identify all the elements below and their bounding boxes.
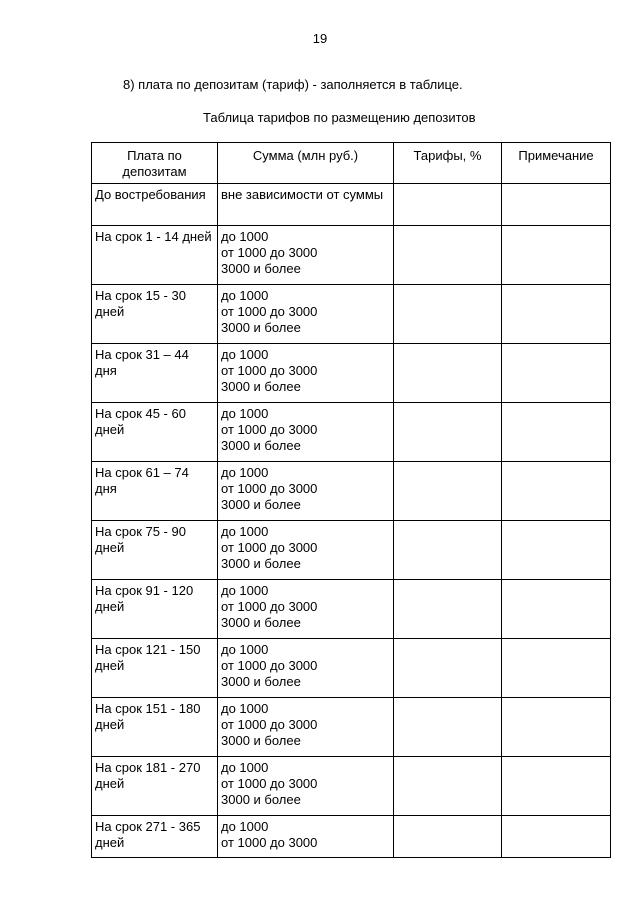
table-row — [92, 816, 611, 858]
amount-range: до 1000 — [221, 760, 269, 775]
table-title: Таблица тарифов по размещению депозитов — [203, 110, 476, 125]
amount-range: 3000 и более — [221, 733, 301, 748]
column-header-rate: Тарифы, % — [394, 143, 502, 184]
amount-range: до 1000 — [221, 465, 269, 480]
rate-cell — [394, 462, 502, 521]
table-row — [92, 285, 611, 344]
amount-cell — [218, 639, 394, 698]
amount-cell — [218, 521, 394, 580]
deposit-term-cell: На срок 45 - 60 дней — [92, 403, 218, 462]
column-header-amount: Сумма (млн руб.) — [218, 143, 394, 184]
amount-range: вне зависимости от суммы — [221, 187, 384, 202]
note-cell — [502, 344, 611, 403]
amount-range: от 1000 до 3000 — [221, 540, 318, 555]
amount-range: до 1000 — [221, 642, 269, 657]
deposit-term-cell: На срок 151 - 180 дней — [92, 698, 218, 757]
amount-range: 3000 и более — [221, 792, 301, 807]
deposit-term-cell: На срок 1 - 14 дней — [92, 226, 218, 285]
page-number: 19 — [312, 31, 328, 46]
amount-range: до 1000 — [221, 288, 269, 303]
rate-cell — [394, 285, 502, 344]
table-row — [92, 462, 611, 521]
table-row — [92, 403, 611, 462]
rate-cell — [394, 403, 502, 462]
amount-range: от 1000 до 3000 — [221, 835, 318, 850]
amount-cell — [218, 698, 394, 757]
amount-cell — [218, 816, 394, 858]
note-cell — [502, 757, 611, 816]
deposit-term-cell: На срок 271 - 365 дней — [92, 816, 218, 858]
amount-range: 3000 и более — [221, 438, 301, 453]
deposit-term-cell: На срок 75 - 90 дней — [92, 521, 218, 580]
amount-range: до 1000 — [221, 583, 269, 598]
note-cell — [502, 403, 611, 462]
amount-range: до 1000 — [221, 406, 269, 421]
amount-cell — [218, 344, 394, 403]
deposit-term-cell: На срок 91 - 120 дней — [92, 580, 218, 639]
rate-cell — [394, 344, 502, 403]
tariff-table — [91, 142, 611, 858]
note-cell — [502, 226, 611, 285]
amount-cell — [218, 403, 394, 462]
amount-range: до 1000 — [221, 229, 269, 244]
amount-range: 3000 и более — [221, 674, 301, 689]
amount-range: от 1000 до 3000 — [221, 717, 318, 732]
amount-cell — [218, 285, 394, 344]
table-row — [92, 757, 611, 816]
amount-cell — [218, 580, 394, 639]
table-row — [92, 698, 611, 757]
table-row — [92, 184, 611, 226]
amount-range: 3000 и более — [221, 497, 301, 512]
rate-cell — [394, 521, 502, 580]
amount-range: от 1000 до 3000 — [221, 422, 318, 437]
amount-range: от 1000 до 3000 — [221, 481, 318, 496]
table-row — [92, 226, 611, 285]
note-cell — [502, 285, 611, 344]
note-cell — [502, 816, 611, 858]
amount-range: от 1000 до 3000 — [221, 245, 318, 260]
amount-range: до 1000 — [221, 347, 269, 362]
amount-cell — [218, 184, 394, 226]
note-cell — [502, 521, 611, 580]
deposit-term-cell: На срок 61 – 74 дня — [92, 462, 218, 521]
amount-range: 3000 и более — [221, 615, 301, 630]
rate-cell — [394, 184, 502, 226]
intro-text: 8) плата по депозитам (тариф) - заполняется в таблице. — [123, 77, 463, 92]
amount-range: до 1000 — [221, 819, 269, 834]
amount-cell — [218, 226, 394, 285]
deposit-term-cell: На срок 15 - 30 дней — [92, 285, 218, 344]
amount-range: 3000 и более — [221, 320, 301, 335]
amount-range: от 1000 до 3000 — [221, 363, 318, 378]
deposit-term-cell: На срок 121 - 150 дней — [92, 639, 218, 698]
column-header-fee: Плата по депозитам — [92, 143, 218, 184]
note-cell — [502, 698, 611, 757]
amount-range: от 1000 до 3000 — [221, 658, 318, 673]
note-cell — [502, 580, 611, 639]
amount-range: от 1000 до 3000 — [221, 776, 318, 791]
table-row — [92, 580, 611, 639]
rate-cell — [394, 816, 502, 858]
amount-range: до 1000 — [221, 524, 269, 539]
rate-cell — [394, 639, 502, 698]
table-row — [92, 639, 611, 698]
rate-cell — [394, 580, 502, 639]
note-cell — [502, 639, 611, 698]
rate-cell — [394, 757, 502, 816]
amount-range: 3000 и более — [221, 556, 301, 571]
deposit-term-cell: На срок 181 - 270 дней — [92, 757, 218, 816]
table-row — [92, 344, 611, 403]
amount-range: 3000 и более — [221, 379, 301, 394]
amount-range: до 1000 — [221, 701, 269, 716]
note-cell — [502, 184, 611, 226]
deposit-term-cell: На срок 31 – 44 дня — [92, 344, 218, 403]
column-header-note: Примечание — [502, 143, 611, 184]
table-header-row — [92, 143, 611, 184]
table-row — [92, 521, 611, 580]
deposit-term-cell: До востребования — [92, 184, 218, 226]
rate-cell — [394, 226, 502, 285]
amount-cell — [218, 462, 394, 521]
amount-range: от 1000 до 3000 — [221, 599, 318, 614]
amount-range: 3000 и более — [221, 261, 301, 276]
amount-range: от 1000 до 3000 — [221, 304, 318, 319]
table-body — [92, 184, 611, 858]
amount-cell — [218, 757, 394, 816]
rate-cell — [394, 698, 502, 757]
note-cell — [502, 462, 611, 521]
